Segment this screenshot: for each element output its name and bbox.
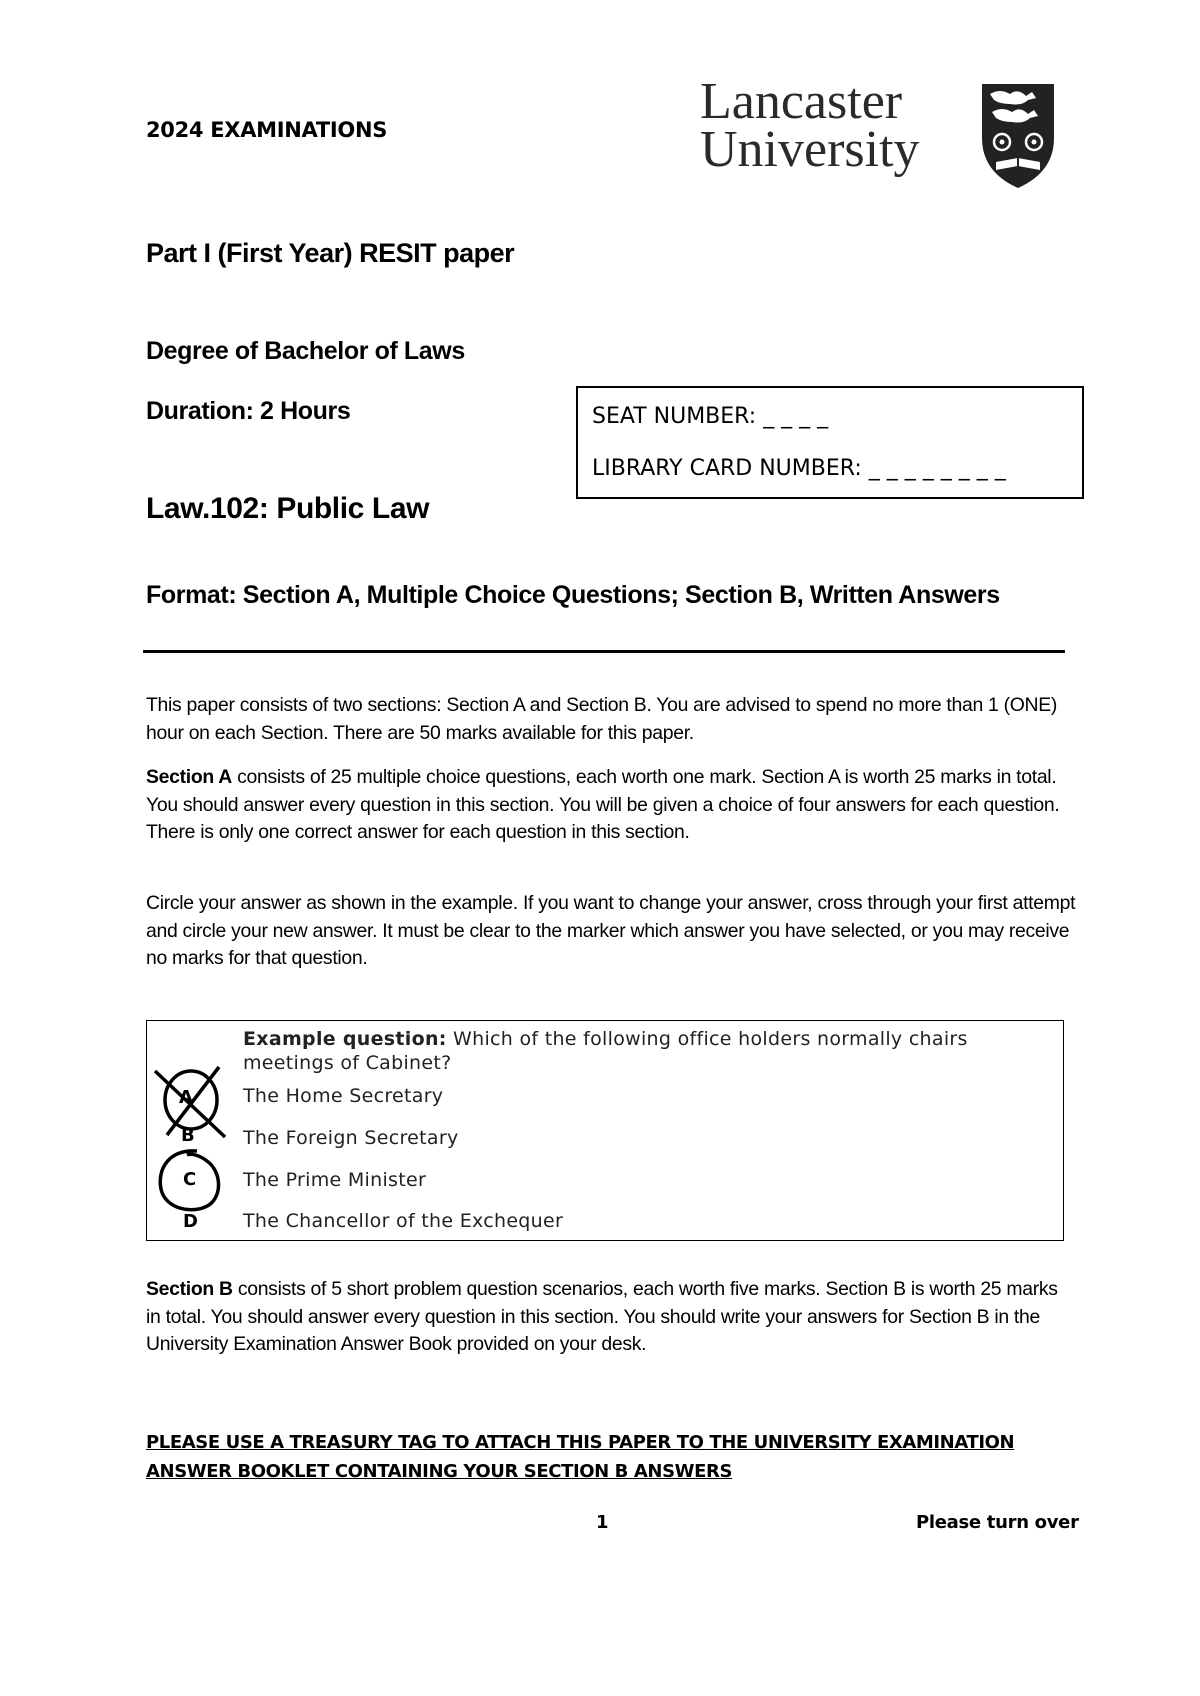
example-question-box — [146, 1020, 1064, 1241]
example-option-c: The Prime Minister — [243, 1169, 427, 1191]
example-option-d: The Chancellor of the Exchequer — [243, 1210, 564, 1232]
section-a-label: Section A — [146, 766, 233, 788]
section-a-text: consists of 25 multiple choice questions, each worth one mark. Section A is worth 25 marks in total. You should answer every question in this section. You will be given a choice of four answers for each question. There is only one correct answer for each question in this section. — [146, 766, 1060, 843]
option-a-letter: A — [179, 1087, 193, 1108]
page-number: 1 — [596, 1512, 609, 1533]
paper-part-title: Part I (First Year) RESIT paper — [146, 238, 515, 268]
library-card-number-field[interactable]: LIBRARY CARD NUMBER: _ _ _ _ _ _ _ _ — [592, 456, 1006, 481]
example-question-body: Which of the following office holders normally chairs meetings of Cabinet? — [243, 1028, 968, 1074]
duration: Duration: 2 Hours — [146, 397, 351, 425]
course-title: Law.102: Public Law — [146, 492, 430, 525]
logo-word-lancaster: Lancaster — [700, 73, 903, 130]
logo-word-university: University — [700, 121, 920, 178]
seat-number-box — [576, 386, 1084, 499]
option-c-letter: C — [183, 1169, 197, 1190]
section-b-label: Section B — [146, 1278, 233, 1300]
option-d-letter: D — [183, 1211, 198, 1232]
example-option-b: The Foreign Secretary — [243, 1127, 459, 1149]
crest-icon — [978, 80, 1058, 192]
option-b-letter: B — [181, 1125, 195, 1146]
section-b-text: consists of 5 short problem question scenarios, each worth five marks. Section B is worth 25 marks in total. You should answer every question in this section. You should write your answers for Section B in the University Examination Answer Book provided on your desk. — [146, 1278, 1058, 1355]
example-question-text — [243, 1027, 1043, 1075]
degree-title: Degree of Bachelor of Laws — [146, 337, 465, 365]
exam-year: 2024 EXAMINATIONS — [146, 118, 388, 142]
example-option-a: The Home Secretary — [243, 1085, 444, 1107]
instructions-overview: This paper consists of two sections: Section A and Section B. You are advised to spend no more than 1 (ONE) hour on each Section. There are 50 marks available for this paper. — [146, 694, 1058, 744]
seat-number-field[interactable]: SEAT NUMBER: _ _ _ _ — [592, 404, 829, 429]
handwritten-marks — [147, 1021, 243, 1242]
treasury-tag-notice: PLEASE USE A TREASURY TAG TO ATTACH THIS PAPER TO THE UNIVERSITY EXAMINATION ANSWER BOOKLET CONTAINING YOUR SECTION B ANSWERS — [146, 1432, 1015, 1482]
divider — [143, 650, 1065, 653]
paper-format: Format: Section A, Multiple Choice Questions; Section B, Written Answers — [146, 581, 1000, 609]
example-question-label: Example question: — [243, 1028, 447, 1050]
instructions-section-a — [146, 764, 1076, 847]
university-logo — [700, 73, 1070, 196]
instructions-section-b — [146, 1276, 1076, 1359]
turn-over-note: Please turn over — [916, 1512, 1079, 1533]
instructions-circle-answer: Circle your answer as shown in the example. If you want to change your answer, cross through your first attempt and circle your new answer. It must be clear to the marker which answer you have selected, or you may receive no marks for that question. — [146, 892, 1076, 969]
